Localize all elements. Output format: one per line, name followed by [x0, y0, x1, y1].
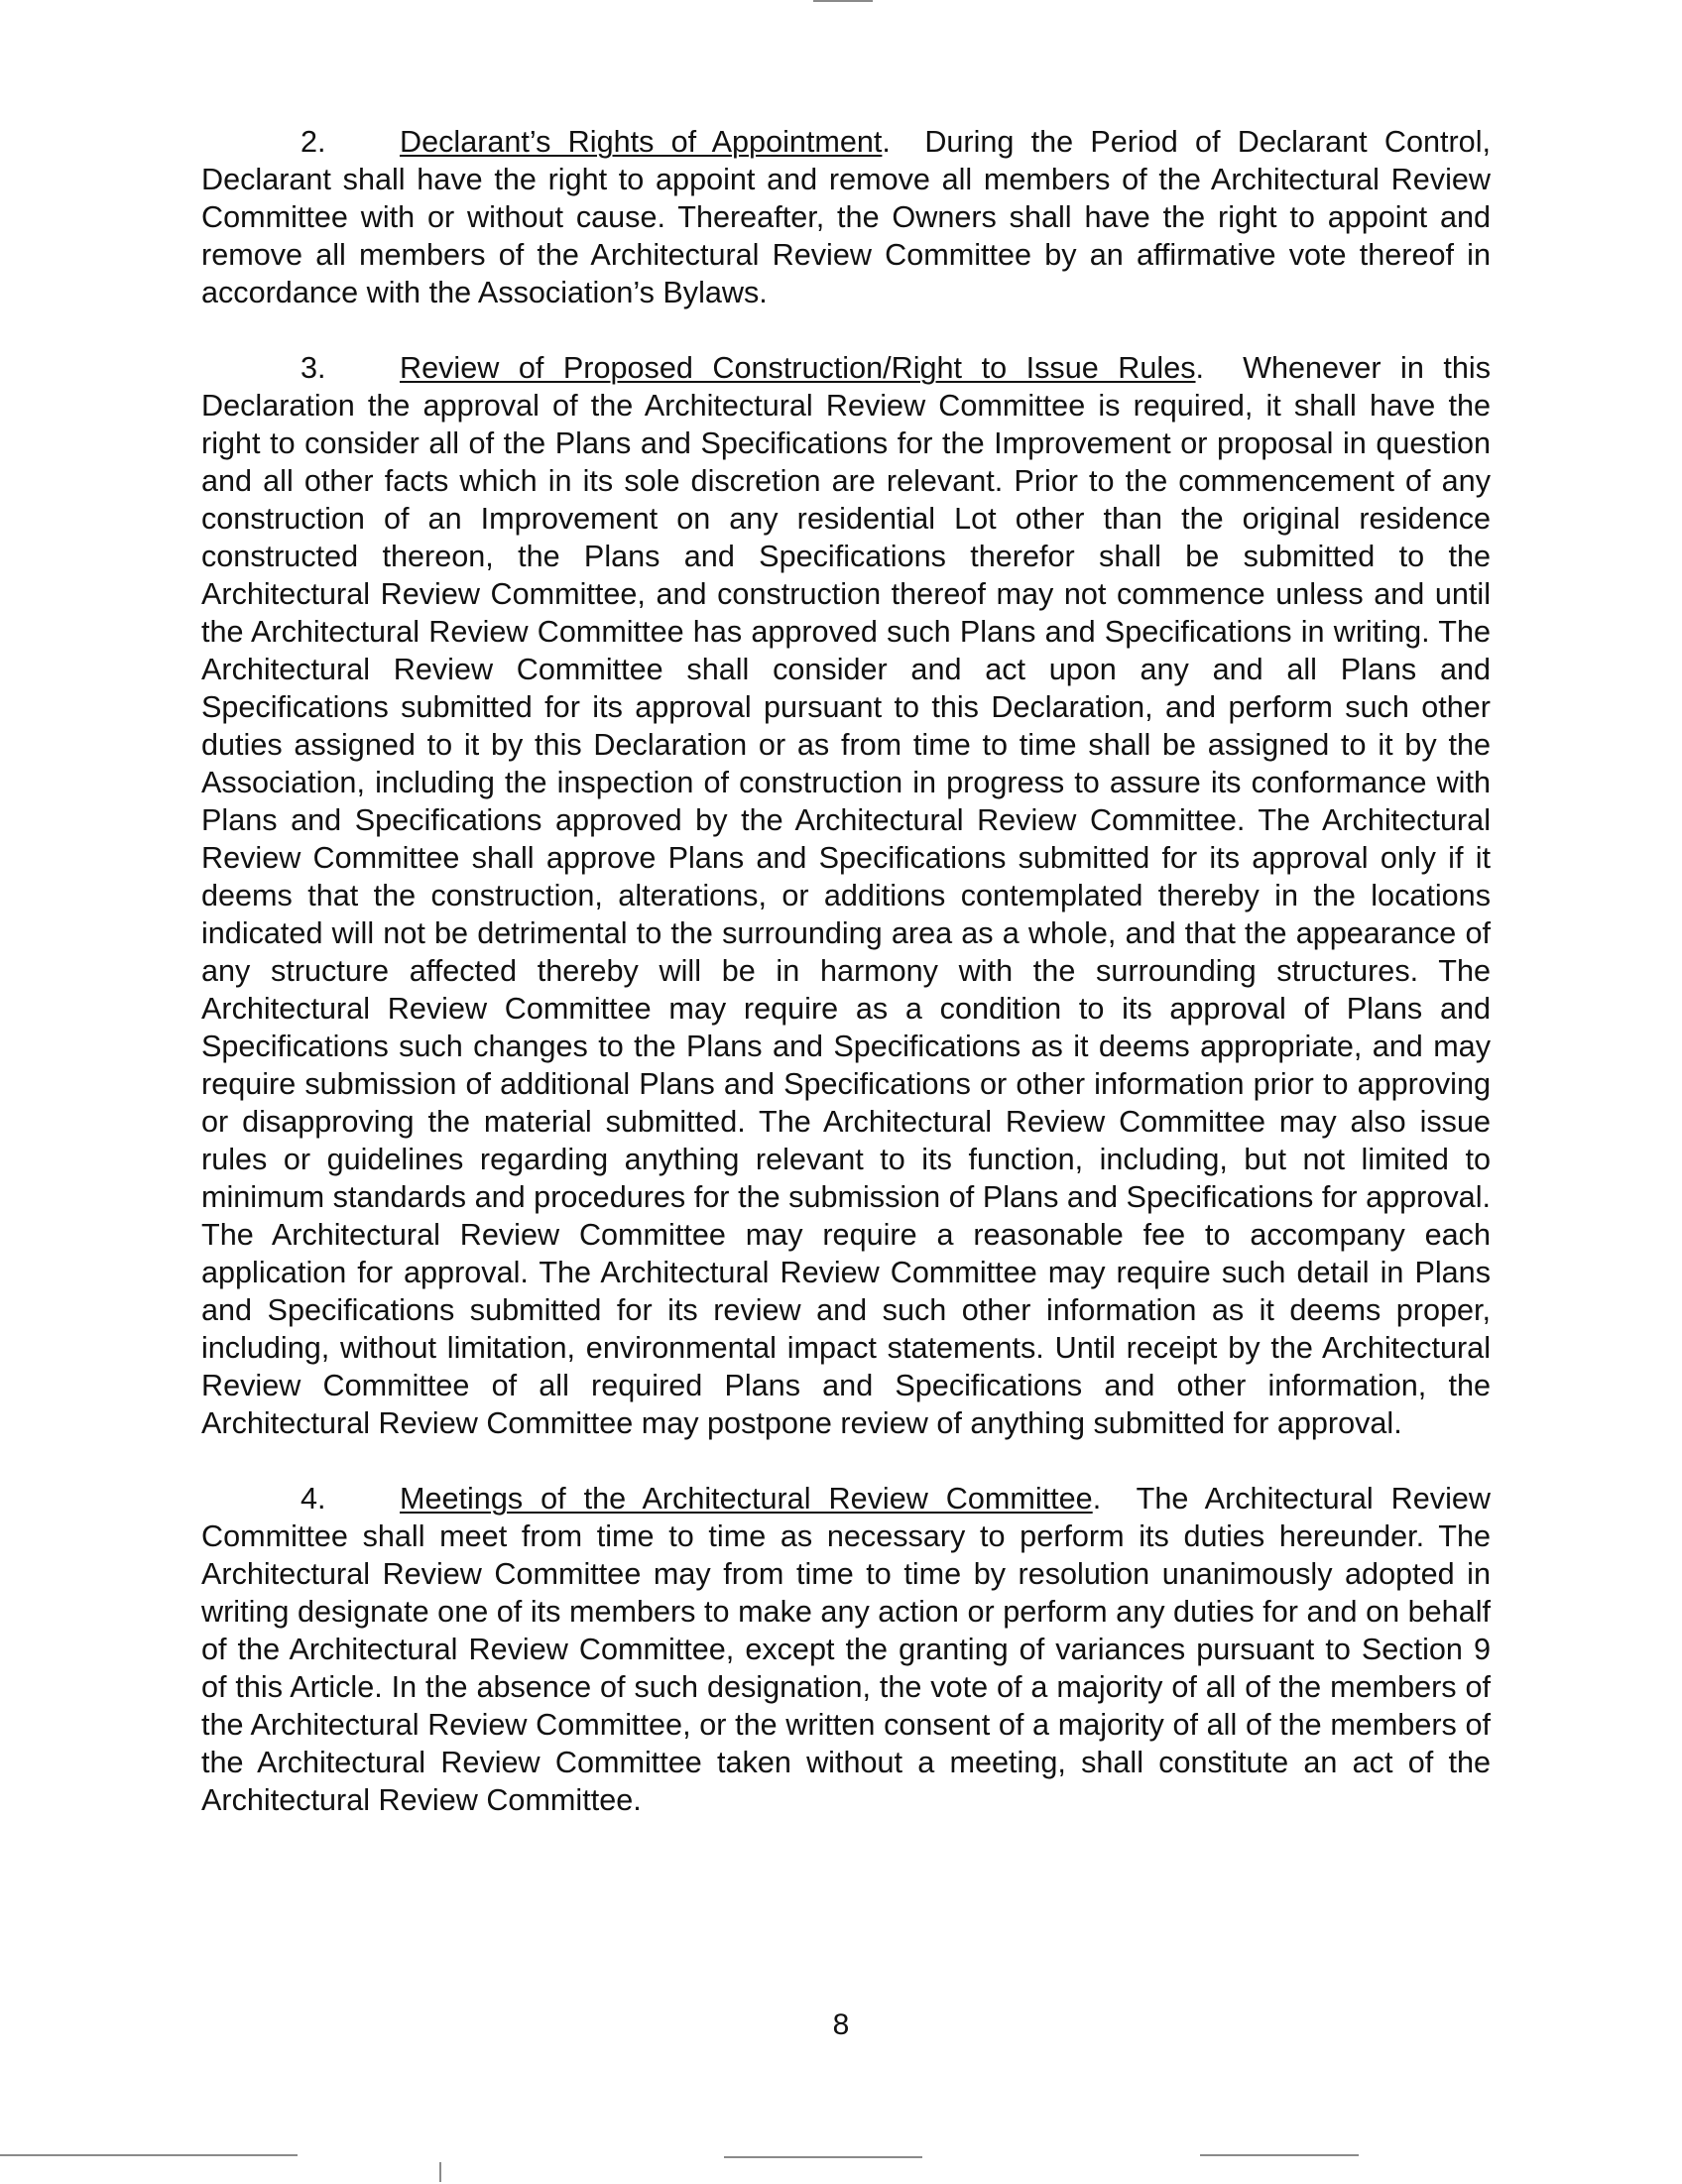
section-body: Whenever in this Declaration the approval of the Architectural Review Committee is required, it shall have the right to consider all of the Plans and Specifications for the Improvement or proposal in question and all other facts which in its sole discretion are relevant. Prior to the commencement of any construction of an Improvement on any residential Lot other than the original residence constructed thereon, the Plans and Specifications therefor shall be submitted to the Architectural Review Committee, and construction thereof may not commence unless and until the Architectural Review Committee has approved such Plans and Specifications in writing. The Architectural Review Committee shall consider and act upon any and all Plans and Specifications submitted for its approval pursuant to this Declaration, and perform such other duties assigned to it by this Declaration or as from time to time shall be assigned to it by the Association, including the inspection of construction in progress to assure its conformance with Plans and Specifications approved by the Architectural Review Committee. The Architectural Review Committee shall approve Plans and Specifications submitted for its approval only if it deems that the construction, alterations, or additions contemplated thereby in the locations indicated will not be detrimental to the surrounding area as a whole, and that the appearance of any structure affected thereby will be in harmony with the surrounding structures. The Architectural Review Committee may require as a condition to its approval of Plans and Specifications such changes to the Plans and Specifications as it deems appropriate, and may require submission of additional Plans and Specifications or other information prior to approving or disapproving the material submitted. The Architectural Review Committee may also issue rules or guidelines regarding anything relevant to its function, including, but not limited to minimum standards and procedures for the submission of Plans and Specifications for approval. The Architectural Review Committee may require a reasonable fee to accompany each application for approval. The Architectural Review Committee may require such detail in Plans and Specifications submitted for its review and such other information as it deems proper, including, without limitation, environmental impact statements. Until receipt by the Architectural Review Committee of all required Plans and Specifications and other information, the Architectural Review Committee may postpone review of anything submitted for approval. [201, 351, 1492, 1440]
document-body [201, 123, 1491, 1857]
section-3 [201, 349, 1491, 1442]
section-title: Declarant’s Rights of Appointment [400, 125, 883, 159]
section-number: 4. [300, 1482, 326, 1516]
section-title: Review of Proposed Construction/Right to Issue Rules [400, 351, 1196, 385]
scan-artifact-top [813, 0, 873, 2]
scan-artifact-tick [439, 2162, 441, 2182]
section-title-period: . [1092, 1482, 1102, 1516]
section-paragraph [201, 123, 1491, 311]
section-body: During the Period of Declarant Control, Declarant shall have the right to appoint and remove all members of the Architectural Review Committee with or without cause. Thereafter, the Owners shall have the right to appoint and remove all members of the Architectural Review Committee by an affirmative vote thereof in accordance with the Association’s Bylaws. [201, 125, 1491, 309]
section-4 [201, 1480, 1491, 1819]
section-body: The Architectural Review Committee shall meet from time to time as necessary to perform its duties hereunder. The Architectural Review Committee may from time to time by resolution unanimously adopted in writing designate one of its members to make any action or perform any duties for and on behalf of the Architectural Review Committee, except the granting of variances pursuant to Section 9 of this Article. In the absence of such designation, the vote of a majority of all of the members of the Architectural Review Committee, or the written consent of a majority of all of the members of the Architectural Review Committee taken without a meeting, shall constitute an act of the Architectural Review Committee. [201, 1482, 1491, 1817]
scan-artifact-bottom-left [0, 2154, 298, 2156]
section-number: 2. [300, 125, 326, 159]
section-title-period: . [882, 125, 891, 159]
section-number: 3. [300, 351, 326, 385]
section-paragraph [201, 1480, 1491, 1819]
section-paragraph [201, 349, 1491, 1442]
page-number: 8 [832, 2008, 850, 2041]
section-2 [201, 123, 1491, 311]
scan-artifact-bottom-right [1200, 2154, 1359, 2156]
section-title-period: . [1195, 351, 1205, 385]
section-title: Meetings of the Architectural Review Committee [400, 1482, 1093, 1516]
scan-artifact-bottom-center [724, 2156, 922, 2158]
